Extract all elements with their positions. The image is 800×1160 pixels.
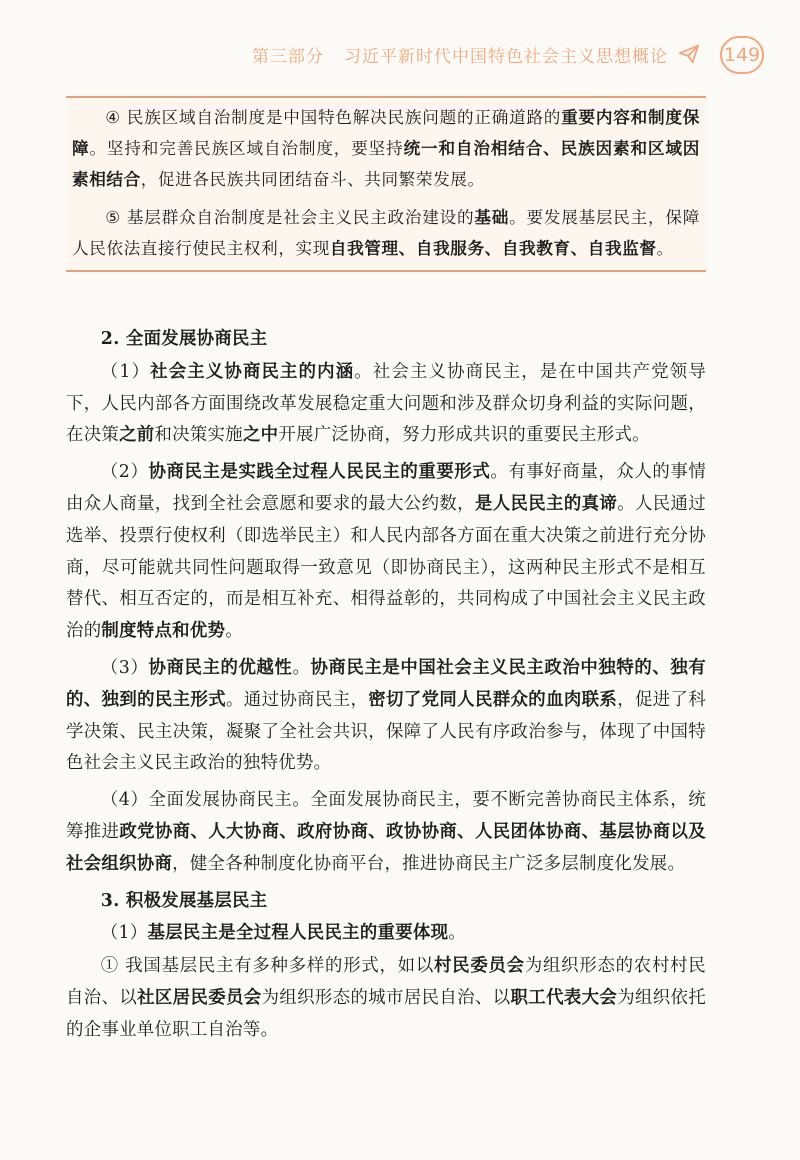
box-paragraph-5: ⑤ 基层群众自治制度是社会主义民主政治建设的基础。要发展基层民主，保障人民依法直接行使民主权利，实现自我管理、自我服务、自我教育、自我监督。 <box>72 208 700 258</box>
header-part: 第三部分 <box>252 47 324 67</box>
paragraph-2-3: （3）协商民主的优越性。协商民主是中国社会主义民主政治中独特的、独有的、独到的民主形式。通过协商民主，密切了党同人民群众的血肉联系，促进了科学决策、民主决策，凝聚了全社会共识，保障了人民有序政治参与，体现了中国特色社会主义民主政治的独特优势。 <box>66 657 707 774</box>
paragraph-3-1: ① 我国基层民主有多种多样的形式，如以村民委员会为组织形态的农村村民自治、以社区居民委员会为组织形态的城市居民自治、以职工代表大会为组织依托的企事业单位职工自治等。 <box>66 956 707 1040</box>
highlight-box <box>66 96 706 272</box>
paper-plane-icon <box>678 43 700 65</box>
page-number: 149 <box>720 36 764 74</box>
paragraph-2-1: （1）社会主义协商民主的内涵。社会主义协商民主，是在中国共产党领导下，人民内部各方面围绕改革发展稳定重大问题和涉及群众切身利益的实际问题，在决策之前和决策实施之中开展广泛协商，努力形成共识的重要民主形式。 <box>66 361 707 446</box>
header-title: 习近平新时代中国特色社会主义思想概论 <box>344 47 668 67</box>
subheading-3-1: （1）基层民主是全过程人民民主的重要体现。 <box>100 923 466 944</box>
section-heading-2: 2. 全面发展协商民主 <box>100 329 268 349</box>
paragraph-2-2: （2）协商民主是实践全过程人民民主的重要形式。有事好商量，众人的事情由众人商量，找到全社会意愿和要求的最大公约数，是人民民主的真谛。人民通过选举、投票行使权利（即选举民主）和人民内部各方面在重大决策之前进行充分协商，尽可能就共同性问题取得一致意见（即协商民主），这两种民主形式不是相互替代、相互否定的，而是相互补充、相得益彰的，共同构成了中国社会主义民主政治的制度特点和优势。 <box>66 462 707 642</box>
box-paragraph-4: ④ 民族区域自治制度是中国特色解决民族问题的正确道路的重要内容和制度保障。坚持和完善民族区域自治制度，要坚持统一和自治相结合、民族因素和区域因素相结合，促进各民族共同团结奋斗、共同繁荣发展。 <box>72 108 700 189</box>
main-content <box>66 324 706 1047</box>
header-text <box>252 42 668 67</box>
section-heading-3: 3. 积极发展基层民主 <box>100 890 268 911</box>
running-header <box>0 36 800 80</box>
paragraph-2-4: （4）全面发展协商民主。全面发展协商民主，要不断完善协商民主体系，统筹推进政党协商、人大协商、政府协商、政协协商、人民团体协商、基层协商以及社会组织协商，健全各种制度化协商平台，推进协商民主广泛多层制度化发展。 <box>66 790 706 874</box>
